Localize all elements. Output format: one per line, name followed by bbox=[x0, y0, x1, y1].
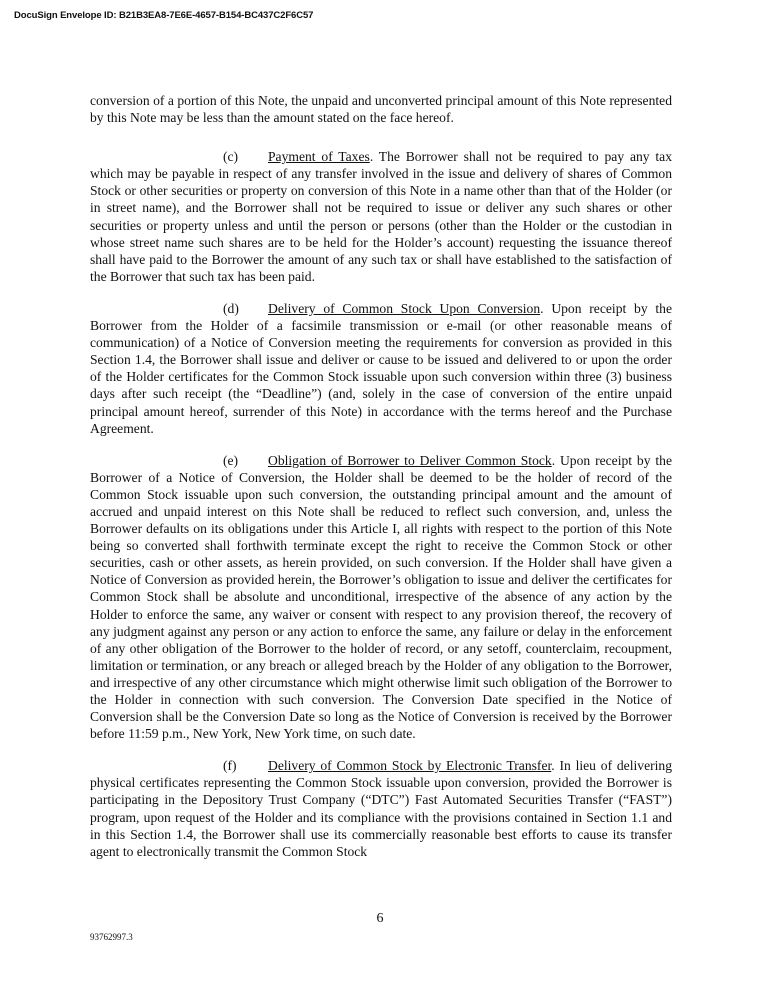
section-label-f: (f) bbox=[223, 758, 237, 774]
section-heading-f: Delivery of Common Stock by Electronic Transfer bbox=[268, 758, 552, 774]
section-body-c: . The Borrower shall not be required to pay any tax which may be payable in respect of any transfer involved in the issue and delivery of shares of Common Stock or other securities or property on conversion of this Note in a name other than that of the Holder (or in street name), and the Borrower shall not be required to issue or deliver any such shares or other securities or property unless and until the person or persons (other than the Holder or the custodian in whose street name such shares are to be held for the Holder’s account) requesting the issuance thereof shall have paid to the Borrower the amount of any such tax or shall have established to the satisfaction of the Borrower that such tax has been paid. bbox=[90, 149, 672, 284]
section-heading-c: Payment of Taxes bbox=[268, 149, 370, 165]
paragraph-e bbox=[90, 452, 672, 743]
section-label-e: (e) bbox=[223, 452, 239, 468]
section-label-c: (c) bbox=[223, 149, 239, 165]
section-heading-d: Delivery of Common Stock Upon Conversion bbox=[268, 300, 541, 316]
paragraph-d bbox=[90, 300, 672, 437]
paragraph-c bbox=[90, 148, 672, 285]
docusign-envelope-id: DocuSign Envelope ID: B21B3EA8-7E6E-4657-B154-BC437C2F6C57 bbox=[14, 10, 314, 21]
page-number: 6 bbox=[376, 911, 384, 926]
document-body bbox=[90, 92, 672, 875]
section-label-d: (d) bbox=[223, 300, 239, 316]
section-body-d: . Upon receipt by the Borrower from the Holder of a facsimile transmission or e-mail (or other reasonable means of communication) of a Notice of Conversion meeting the requirements for conversion as provided in this Section 1.4, the Borrower shall issue and deliver or cause to be issued and delivered to or upon the order of the Holder certificates for the Common Stock issuable upon such conversion within three (3) business days after such receipt (the “Deadline”) (and, solely in the case of conversion of the entire unpaid principal amount hereof, surrender of this Note) in accordance with the terms hereof and the Purchase Agreement. bbox=[90, 300, 672, 436]
paragraph-f bbox=[90, 757, 672, 860]
paragraph-intro: conversion of a portion of this Note, the unpaid and unconverted principal amount of this Note represented by this Note may be less than the amount stated on the face hereof. bbox=[90, 93, 672, 126]
section-body-e: . Upon receipt by the Borrower of a Notice of Conversion, the Holder shall be deemed to be the holder of record of the Common Stock issuable upon such conversion, the outstanding principal amount and the amount of accrued and unpaid interest on this Note shall be reduced to reflect such conversion, and, unless the Borrower defaults on its obligations under this Article I, all rights with respect to the portion of this Note being so converted shall forthwith terminate except the right to receive the Common Stock or other securities, cash or other assets, as herein provided, on such conversion. If the Holder shall have given a Notice of Conversion as provided herein, the Borrower’s obligation to issue and deliver the certificates for Common Stock shall be absolute and unconditional, irrespective of the absence of any action by the Holder to enforce the same, any waiver or consent with respect to any provision thereof, the recovery of any judgment against any person or any action to enforce the same, any failure or delay in the enforcement of any other obligation of the Borrower to the holder of record, or any setoff, counterclaim, recoupment, limitation or termination, or any breach or alleged breach by the Holder of any obligation to the Borrower, and irrespective of any other circumstance which might otherwise limit such obligation of the Borrower to the Holder in connection with such conversion. The Conversion Date specified in the Notice of Conversion shall be the Conversion Date so long as the Notice of Conversion is received by the Borrower before 11:59 p.m., New York, New York time, on such date. bbox=[90, 452, 672, 742]
document-id: 93762997.3 bbox=[90, 932, 133, 942]
section-body-f: . In lieu of delivering physical certificates representing the Common Stock issuable upon conversion, provided the Borrower is participating in the Depository Trust Company (“DTC”) Fast Automated Securities Transfer (“FAST”) program, upon request of the Holder and its compliance with the provisions contained in Section 1.1 and in this Section 1.4, the Borrower shall use its commercially reasonable best efforts to cause its transfer agent to electronically transmit the Common Stock bbox=[90, 758, 673, 859]
section-heading-e: Obligation of Borrower to Deliver Common Stock bbox=[268, 452, 552, 468]
